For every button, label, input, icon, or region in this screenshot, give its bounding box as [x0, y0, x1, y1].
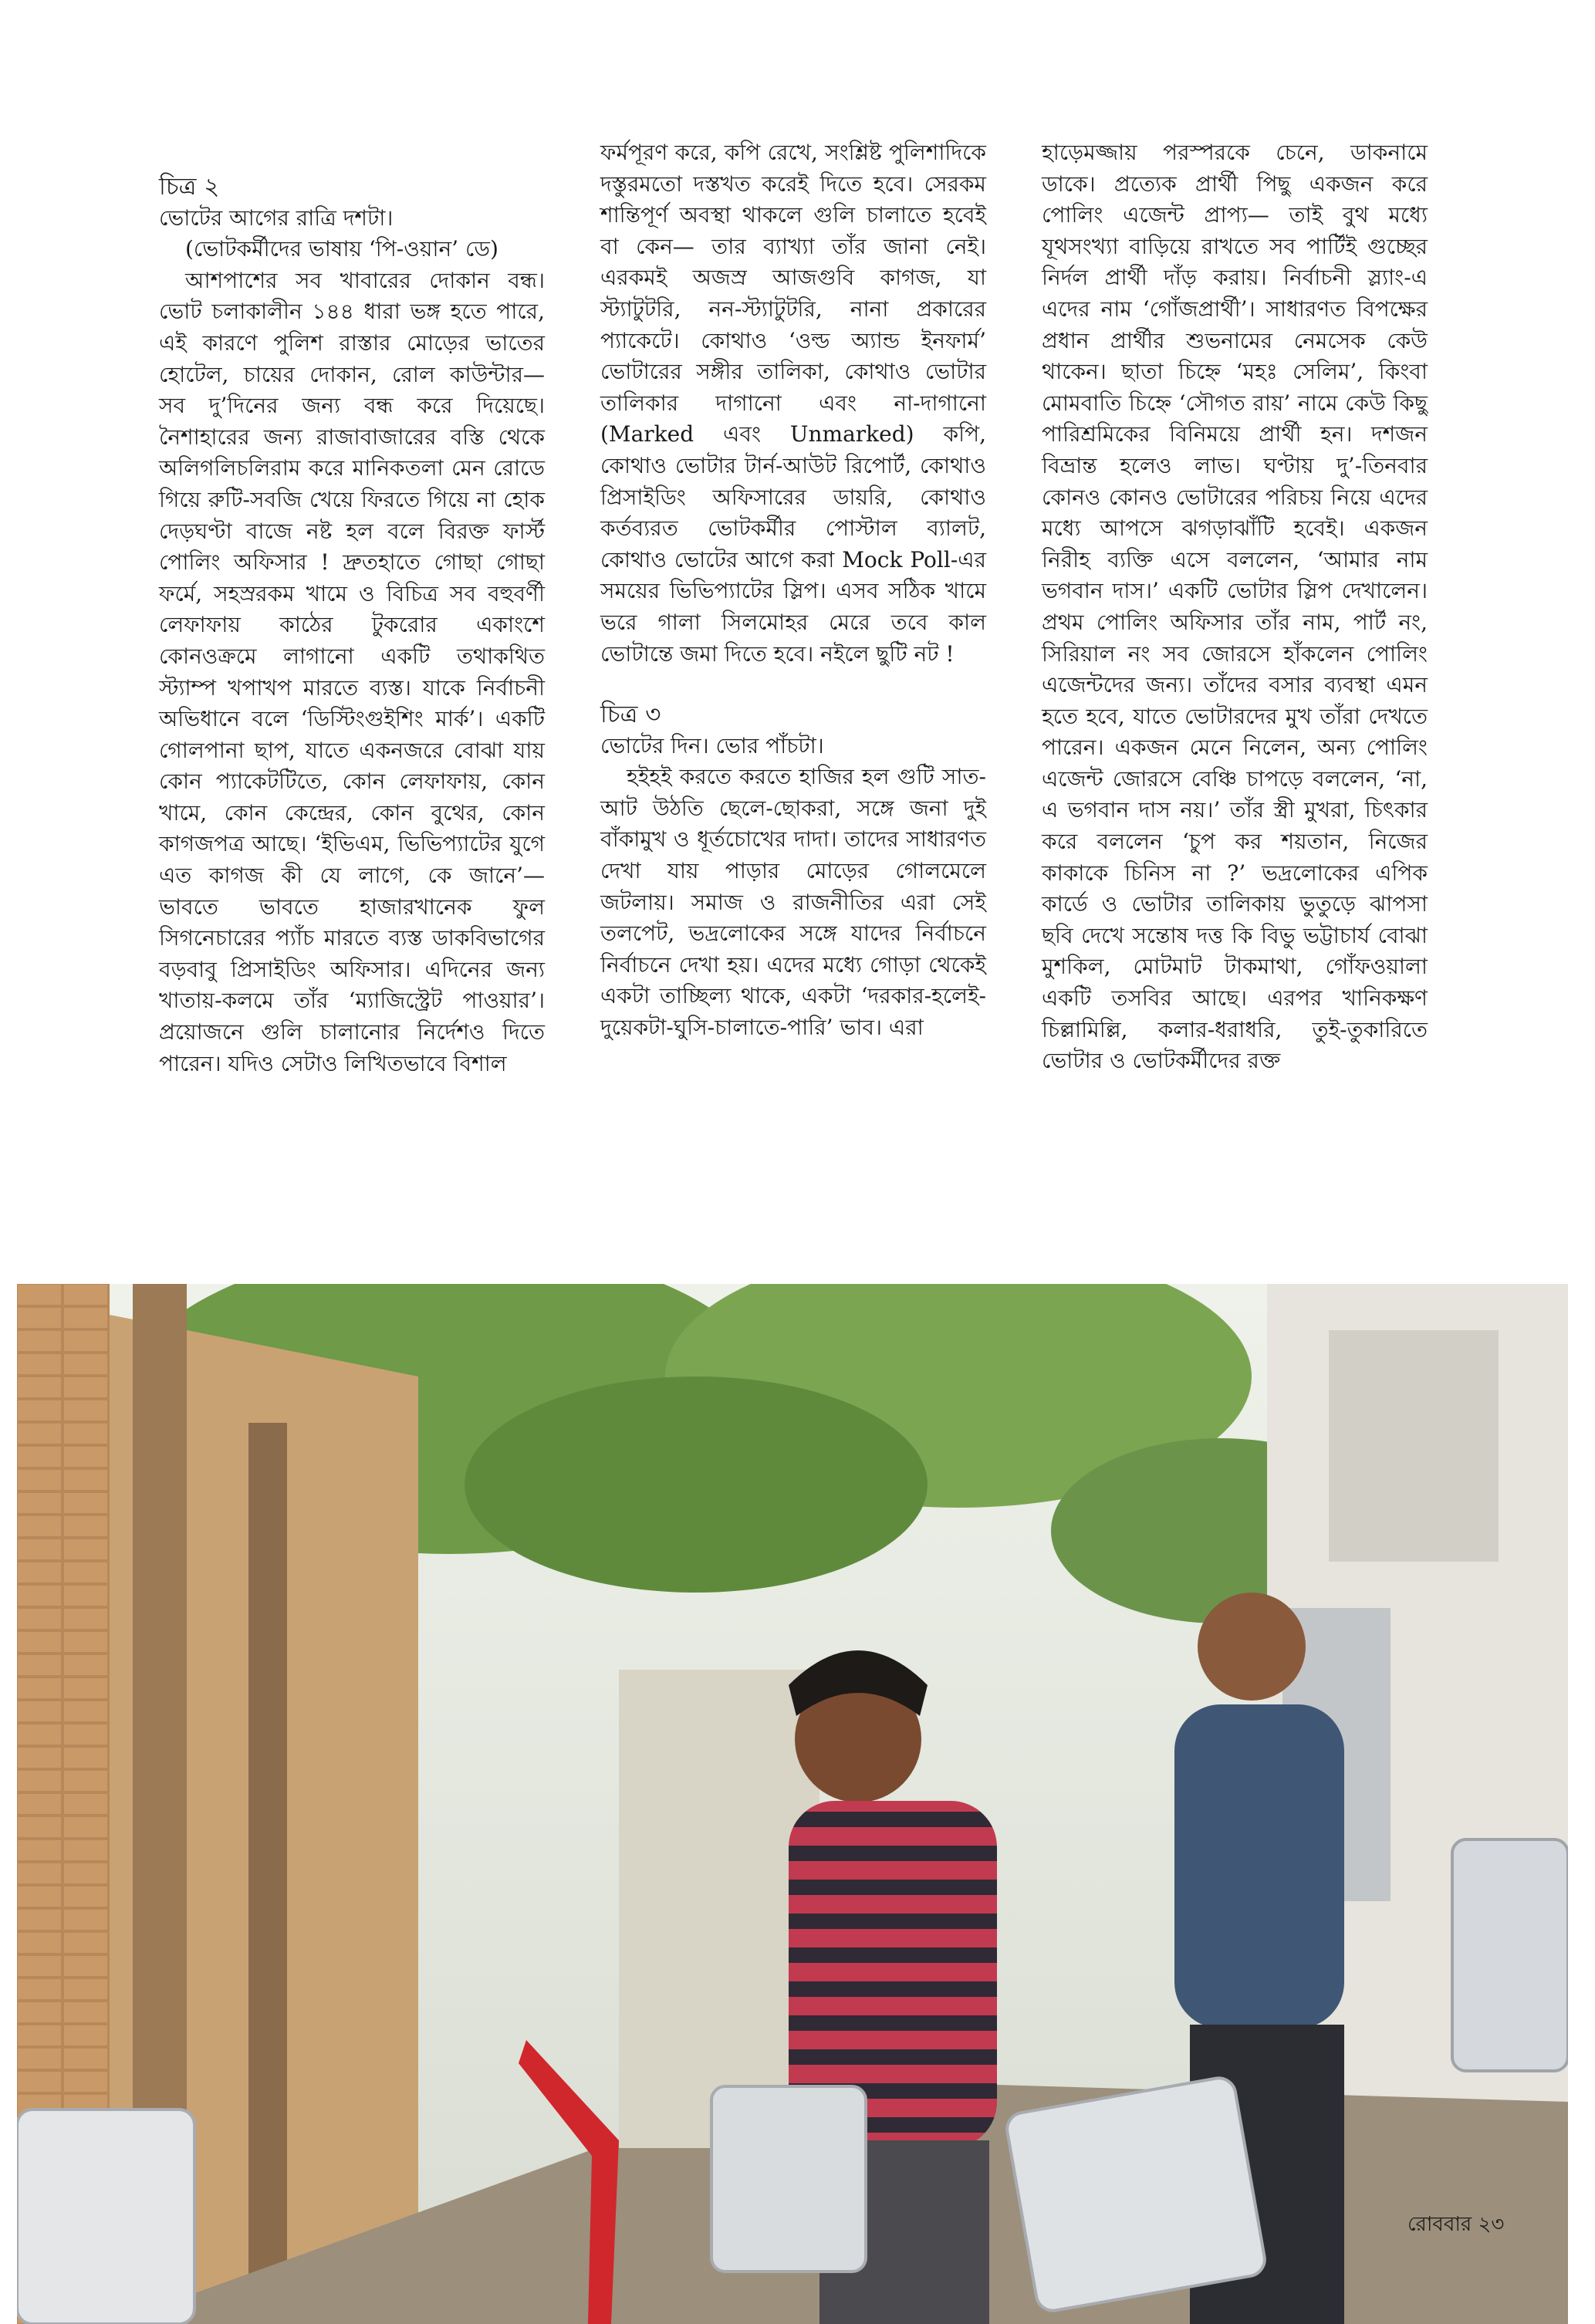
section-heading: চিত্র ৩ — [600, 701, 661, 729]
body-paragraph: হাড়েমজ্জায় পরস্পরকে চেনে, ডাকনামে ডাকে। প্রত্যেক প্রার্থী পিছু একজন করে পোলিং এজেন্ট প্রাপ্য— তাই বুথ মধ্যে যূথসংখ্যা বাড়িয়ে রাখতে সব পার্টিই গুচ্ছের নির্দল প্রার্থী দাঁড় করায়। নির্বাচনী স্ল্যাং-এ এদের নাম ‘গোঁজপ্রার্থী’। সাধারণত বিপক্ষের প্রধান প্রার্থীর শুভনামের নেমসেক কেউ থাকেন। ছাতা চিহ্নে ‘মহঃ সেলিম’, কিংবা মোমবাতি চিহ্নে ‘সৌগত রায়’ নামে কেউ কিছু পারিশ্রমিকের বিনিময়ে প্রার্থী হন। দশজন বিভ্রান্ত হলেও লাভ। ঘণ্টায় দু’-তিনবার কোনও কোনও ভোটারের পরিচয় নিয়ে এদের মধ্যে আপসে ঝগড়াঝাঁটি হবেই। একজন নিরীহ ব্যক্তি এসে বললেন, ‘আমার নাম ভগবান দাস।’ একটি ভোটার স্লিপ দেখালেন। প্রথম পোলিং অফিসার তাঁর নাম, পার্ট নং, সিরিয়াল নং সব জোরসে হাঁকলেন পোলিং এজেন্টদের জন্য। তাঁদের বসার ব্যবস্থা এমন হতে হবে, যাতে ভোটারদের মুখ তাঁরা দেখতে পারেন। একজন মেনে নিলেন, অন্য পোলিং এজেন্ট জোরসে বেঞ্চি চাপড়ে বললেন, ‘না, এ ভগবান দাস নয়।’ তাঁর স্ত্রী মুখরা, চিৎকার করে বললেন ‘চুপ কর শয়তান, নিজের কাকাকে চিনিস না ?’ ভদ্রলোকের এপিক কার্ডে ও ভোটার তালিকায় ভুতুড়ে ঝাপসা ছবি দেখে সন্তোষ দত্ত কি বিভু ভট্টাচার্য বোঝা মুশকিল, মোটমাট টাকমাথা, গোঁফওয়ালা একটি তসবির আছে। এরপর খানিকক্ষণ চিল্লামিল্লি, কলার-ধরাধরি, তুই-তুকারিতে ভোটার ও ভোটকর্মীদের রক্ত — [1042, 140, 1428, 1074]
body-paragraph: হইহই করতে করতে হাজির হল গুটি সাত-আট উঠতি ছেলে-ছোকরা, সঙ্গে জনা দুই বাঁকামুখ ও ধূর্তচোখের দাদা। তাদের সাধারণত দেখা যায় পাড়ার মোড়ের গোলমেলে জটলায়। সমাজ ও রাজনীতির এরা সেই তলপেট, ভদ্রলোকের সঙ্গে যাদের নির্বাচনে নির্বাচনে দেখা হয়। এদের মধ্যে গোড়া থেকেই একটা তাচ্ছিল্য থাকে, একটা ‘দরকার-হলেই-দুয়েকটা-ঘুসি-চালাতে-পারি’ ভাব। এরা — [600, 764, 986, 1041]
body-paragraph: ভোটের আগের রাত্রি দশটা। — [159, 204, 394, 231]
page-folio: রোববার ২৩ — [1407, 2213, 1505, 2236]
text-column-1 — [159, 171, 545, 1079]
photo-illustration — [17, 1284, 1568, 2324]
section-heading: চিত্র ২ — [159, 173, 220, 201]
section-gap — [600, 670, 986, 699]
body-paragraph: ফর্মপূরণ করে, কপি রেখে, সংশ্লিষ্ট পুলিশাদিকে দস্তুরমতো দস্তখত করেই দিতে হবে। সেরকম শান্তিপূর্ণ অবস্থা থাকলে গুলি চালাতে হবেই বা কেন— তার ব্যাখ্যা তাঁর জানা নেই। এরকমই অজস্র আজগুবি কাগজ, যা স্ট্যাটুটরি, নন-স্ট্যাটুটরি, নানা প্রকারের প্যাকেটে। কোথাও ‘ওল্ড অ্যান্ড ইনফার্ম’ ভোটারের সঙ্গীর তালিকা, কোথাও ভোটার তালিকার দাগানো এবং না-দাগানো (Marked এবং Unmarked) কপি, কোথাও ভোটার টার্ন-আউট রিপোর্ট, কোথাও প্রিসাইডিং অফিসারের ডায়রি, কোথাও কর্তব্যরত ভোটকর্মীর পোস্টাল ব্যালট, কোথাও ভোটের আগে করা Mock Poll-এর সময়ের ভিভিপ্যাটের স্লিপ। এসব সঠিক খামে ভরে গালা সিলমোহর মেরে তবে কাল ভোটান্তে জমা দিতে হবে। নইলে ছুটি নট ! — [600, 140, 986, 667]
body-paragraph: আশপাশের সব খাবারের দোকান বন্ধ। ভোট চলাকালীন ১৪৪ ধারা ভঙ্গ হতে পারে, এই কারণে পুলিশ রাস্তার মোড়ের ভাতের হোটেল, চায়ের দোকান, রোল কাউন্টার— সব দু’দিনের জন্য বন্ধ করে দিয়েছে। নৈশাহারের জন্য রাজাবাজারের বস্তি থেকে অলিগলিচলিরাম করে মানিকতলা মেন রোডে গিয়ে রুটি-সবজি খেয়ে ফিরতে গিয়ে না হোক দেড়ঘণ্টা বাজে নষ্ট হল বলে বিরক্ত ফার্স্ট পোলিং অফিসার ! দ্রুতহাতে গোছা গোছা ফর্মে, সহস্ররকম খামে ও বিচিত্র সব বহুবর্ণী লেফাফায় কাঠের টুকরোর একাংশে কোনওক্রমে লাগানো একটি তথাকথিত স্ট্যাম্প খপাখপ মারতে ব্যস্ত। যাকে নির্বাচনী অভিধানে বলে ‘ডিস্টিংগুইশিং মার্ক’। একটি গোলপানা ছাপ, যাতে একনজরে বোঝা যায় কোন প্যাকেটটিতে, কোন লেফাফায়, কোন খামে, কোন কেন্দ্রের, কোন বুথের, কোন কাগজপত্র আছে। ‘ইভিএম, ভিভিপ্যাটের যুগে এত কাগজ কী যে লাগে, কে জানে’— ভাবতে ভাবতে হাজারখানেক ফুল সিগনেচারের প্যাঁচ মারতে ব্যস্ত ডাকবিভাগের বড়বাবু প্রিসাইডিং অফিসার। এদিনের জন্য খাতায়-কলমে তাঁর ‘ম্যাজিস্ট্রেট পাওয়ার’। প্রয়োজনে গুলি চালানোর নির্দেশও দিতে পারেন। যদিও সেটাও লিখিতভাবে বিশাল — [159, 267, 545, 1076]
body-paragraph: (ভোটকর্মীদের ভাষায় ‘পি-ওয়ান’ ডে) — [185, 236, 498, 262]
body-paragraph: ভোটের দিন। ভোর পাঁচটা। — [600, 732, 824, 758]
text-column-3 — [1042, 137, 1428, 1077]
photo-evm-carriers — [17, 1284, 1568, 2324]
text-column-2 — [600, 137, 986, 1044]
